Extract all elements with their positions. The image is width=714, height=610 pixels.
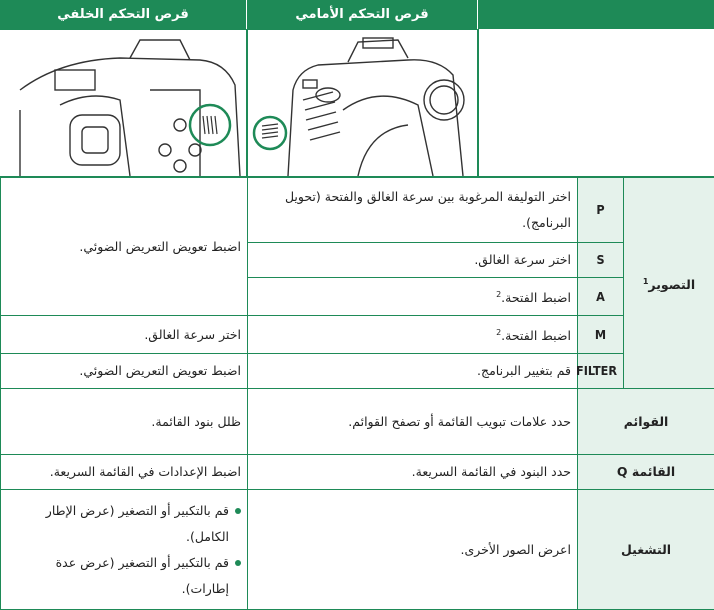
camera-front-dial-drawing bbox=[248, 30, 477, 176]
mode-p: P bbox=[578, 178, 624, 243]
front-dial-illustration bbox=[247, 29, 478, 177]
qmenu-rear-desc: اضبط الإعدادات في القائمة السريعة. bbox=[1, 455, 248, 490]
mode-filter: FILTER bbox=[578, 354, 624, 389]
mode-s: S bbox=[578, 243, 624, 278]
header-front-dial: قرص التحكم الأمامي bbox=[247, 0, 477, 29]
header-empty-corner bbox=[478, 0, 714, 29]
mode-m: M bbox=[578, 316, 624, 354]
playback-front-desc: اعرض الصور الأخرى. bbox=[248, 490, 578, 610]
a-front-desc: اضبط الفتحة.$^2$ bbox=[248, 278, 578, 316]
image-corner-cell bbox=[478, 29, 714, 177]
dial-functions-table bbox=[0, 177, 714, 610]
shooting-label: التصوير$^1$ bbox=[624, 178, 714, 389]
camera-rear-dial-drawing bbox=[0, 30, 246, 176]
psa-rear-desc: اضبط تعويض التعريض الضوئي. bbox=[1, 178, 248, 316]
p-front-desc: اختر التوليفة المرغوبة بين سرعة الغالق والفتحة (تحويل البرنامج). bbox=[248, 178, 578, 243]
playback-rear-list bbox=[7, 498, 241, 602]
m-front-desc: اضبط الفتحة.$^2$ bbox=[248, 316, 578, 354]
menus-front-desc: حدد علامات تبويب القائمة أو تصفح القوائم. bbox=[248, 389, 578, 455]
playback-rear-item: قم بالتكبير أو التصغير (عرض الإطار الكامل). bbox=[7, 498, 241, 550]
playback-rear-desc bbox=[1, 490, 248, 610]
playback-rear-item: قم بالتكبير أو التصغير (عرض عدة إطارات). bbox=[7, 550, 241, 602]
header-rear-dial: قرص التحكم الخلفي bbox=[0, 0, 246, 29]
mode-a: A bbox=[578, 278, 624, 316]
menus-rear-desc: ظلل بنود القائمة. bbox=[1, 389, 248, 455]
filter-front-desc: قم بتغيير البرنامج. bbox=[248, 354, 578, 389]
playback-label: التشغيل bbox=[578, 490, 714, 610]
qmenu-label: القائمة Q bbox=[578, 455, 714, 490]
rear-dial-illustration bbox=[0, 29, 247, 177]
menus-label: القوائم bbox=[578, 389, 714, 455]
s-front-desc: اختر سرعة الغالق. bbox=[248, 243, 578, 278]
filter-rear-desc: اضبط تعويض التعريض الضوئي. bbox=[1, 354, 248, 389]
qmenu-front-desc: حدد البنود في القائمة السريعة. bbox=[248, 455, 578, 490]
m-rear-desc: اختر سرعة الغالق. bbox=[1, 316, 248, 354]
